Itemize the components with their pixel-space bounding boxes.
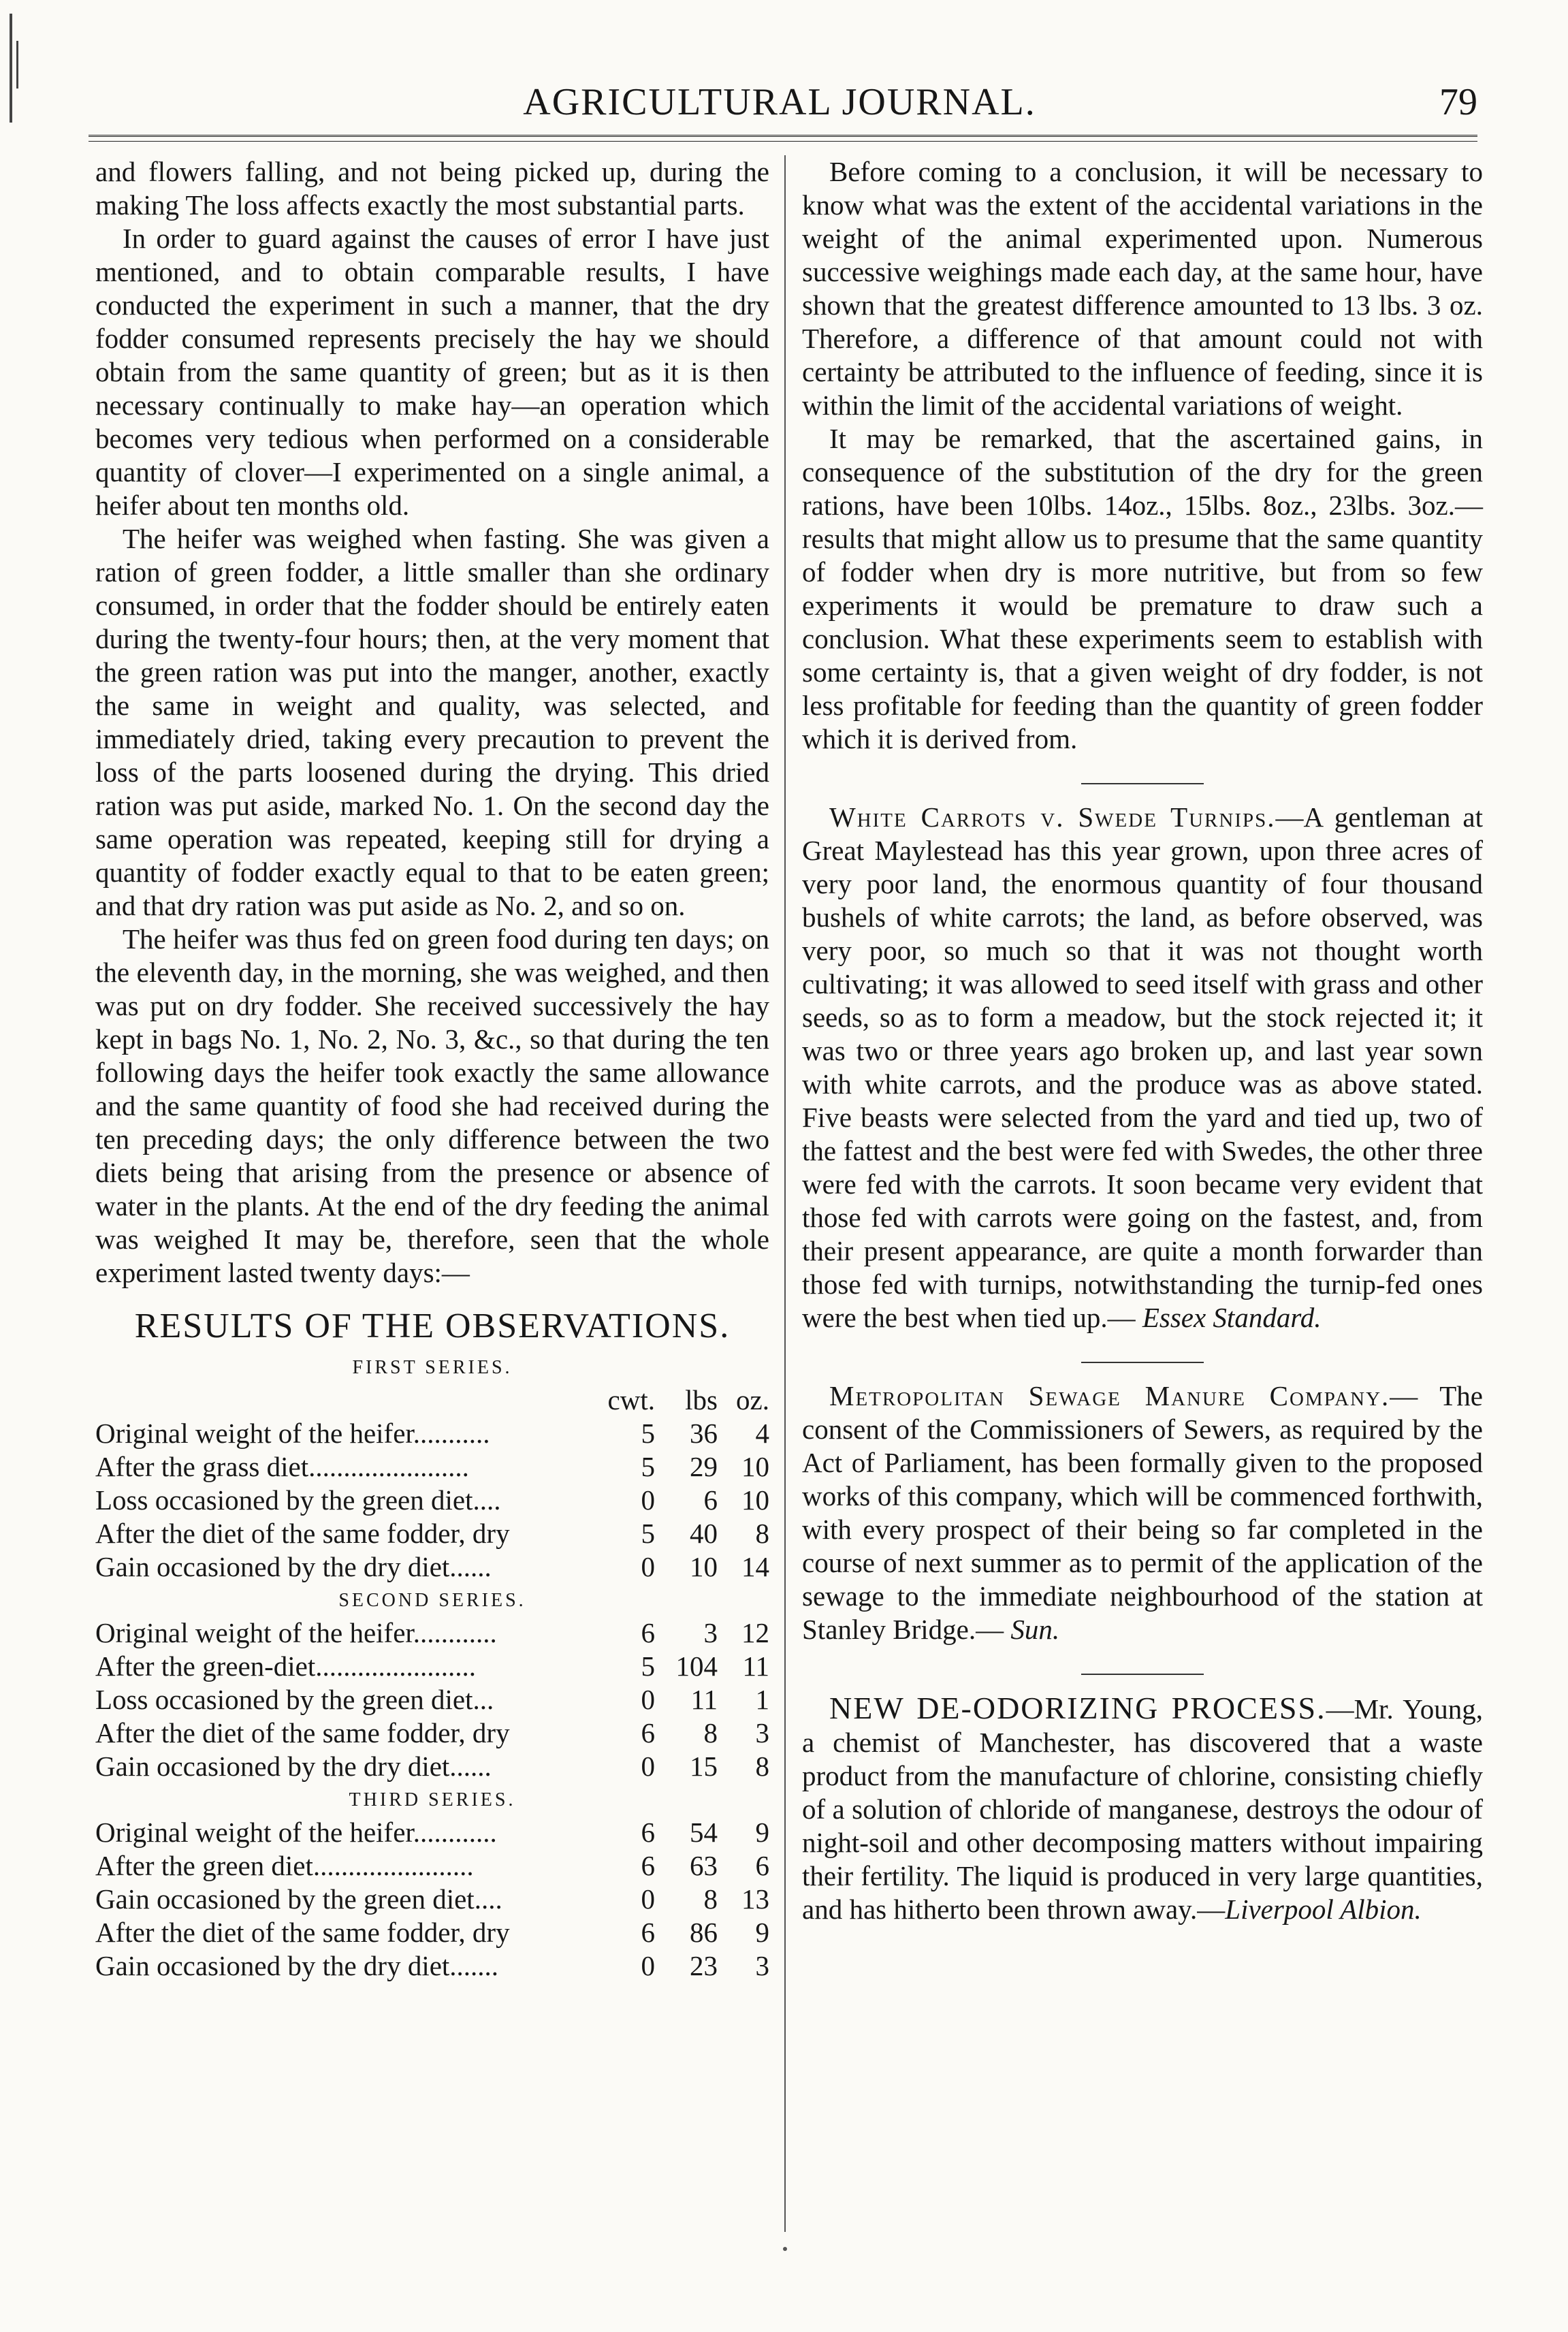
column-divider	[784, 155, 786, 2232]
page-edge-mark	[16, 41, 18, 89]
table-row: Gain occasioned by the dry diet....... 0 23 3	[95, 1950, 769, 1981]
table-row: After the diet of the same fodder, dry 5 40 8	[95, 1518, 769, 1549]
article-deodorizing	[802, 1691, 1483, 1926]
series-heading: SECOND SERIES.	[338, 1590, 526, 1611]
table-header-row	[95, 1384, 769, 1417]
article-body: — The consent of the Commissioners of Sewers, as required by the Act of Parliament, has been formally given to the proposed works of this company, which will be commenced forthwith, with every prospect of their being so far completed in the course of next summer as to permit of the application of the sewage to the immediate neighbourhood of the station at Stanley Bridge.—	[802, 1380, 1483, 1645]
column-header-lbs: lbs	[685, 1384, 718, 1416]
right-column	[802, 155, 1483, 1926]
article-body: —A gentleman at Great Maylestead has this year grown, upon three acres of very poor land, the enormous quantity of four thousand bushels of white carrots; the land, as before observed, was very poor, so much so that it was not thought worth cultivating; it was allowed to seed itself with grass and other seeds, so as to form a meadow, but the stock rejected it; it was two or three years ago broken up, and last year sown with white carrots, and the produce was as above stated. Five beasts were selected from the yard and tied up, two of the fattest and the best were fed with Swedes, the other three were fed with the carrots. It soon became very evident that those fed with carrots were going on the fastest, and, from their present appearance, are quite a month forwarder than those fed with turnips, notwithstanding the turnip-fed ones were the best when tied up.—	[802, 801, 1484, 1333]
table-row: After the diet of the same fodder, dry 6 86 9	[95, 1917, 769, 1948]
article-title: NEW DE-ODORIZING PROCESS.	[829, 1691, 1326, 1725]
article-source: Liverpool Albion.	[1225, 1894, 1422, 1925]
table-row: Gain occasioned by the green diet.... 0 8 13	[95, 1883, 769, 1915]
page-header	[82, 80, 1477, 135]
paragraph: The heifer was thus fed on green food during ten days; on the eleventh day, in the morning, she was weighed, and then was put on dry fodder. She received successively the hay kept in bags No. 1, No. 2, No. 3, &c., so that during the ten following days the heifer took exactly the same allowance and the same quantity of food she had received during the ten preceding days; the only difference between the two diets being that arising from the presence or absence of water in the plants. At the end of the dry feeding the animal was weighed It may be, therefore, seen that the whole experiment lasted twenty days:—	[95, 923, 769, 1288]
table-row: After the green diet....................... 6 63 6	[95, 1850, 769, 1881]
results-table-first	[95, 1384, 769, 1584]
article-source: Sun.	[1010, 1614, 1060, 1645]
column-header-cwt: cwt.	[607, 1384, 655, 1416]
header-rule	[89, 135, 1477, 142]
table-row: After the grass diet....................... 5 29 10	[95, 1451, 769, 1482]
article-body: —Mr. Young, a chemist of Manchester, has discovered that a waste product from the manufacture of chlorine, consisting chiefly of a solution of chloride of manganese, destroys the odour of night-soil and other decomposing matters without impairing their fertility. The liquid is produced in very large quantities, and has hitherto been thrown away.—	[802, 1693, 1483, 1925]
article-title: White Carrots v. Swede Turnips.	[829, 801, 1276, 833]
table-row: After the diet of the same fodder, dry 6 8 3	[95, 1717, 769, 1748]
table-row: Original weight of the heifer........... 5 36 4	[95, 1418, 769, 1449]
running-title: AGRICULTURAL JOURNAL.	[523, 81, 1036, 123]
section-divider	[1081, 1674, 1204, 1675]
paragraph: and flowers falling, and not being picked up, during the making The loss affects exactly the most substantial parts.	[95, 156, 769, 221]
table-row: Original weight of the heifer............ 6 3 12	[95, 1617, 769, 1648]
article-sewage	[802, 1379, 1483, 1646]
table-row: Gain occasioned by the dry diet...... 0 15 8	[95, 1751, 769, 1782]
article-carrots	[802, 801, 1483, 1335]
table-row: Loss occasioned by the green diet.... 0 6 10	[95, 1484, 769, 1516]
left-column	[95, 155, 769, 1983]
printer-mark	[783, 2247, 787, 2251]
section-divider	[1081, 783, 1204, 784]
series-heading: FIRST SERIES.	[352, 1357, 513, 1378]
page-number: 79	[1439, 81, 1477, 123]
paragraph: Before coming to a conclusion, it will be necessary to know what was the extent of the accidental variations in the weight of the animal experimented upon. Numerous successive weighings made each day, at the same hour, have shown that the greatest difference amounted to 13 lbs. 3 oz. Therefore, a difference of that amount could not with certainty be attributed to the influence of feeding, since it is within the limit of the accidental variations of weight.	[802, 156, 1483, 421]
results-table-second	[95, 1616, 769, 1783]
page-edge-mark	[10, 14, 12, 123]
table-row: Original weight of the heifer............ 6 54 9	[95, 1817, 769, 1848]
paragraph: The heifer was weighed when fasting. She was given a ration of green fodder, a little smaller than she ordinary consumed, in order that the fodder should be entirely eaten during the twenty-four hours; then, at the very moment that the green ration was put into the manger, another, exactly the same in weight and quality, was selected, and immediately dried, taking every precaution to prevent the loss of the parts loosened during the drying. This dried ration was put aside, marked No. 1. On the second day the same operation was repeated, keeping still for drying a quantity of fodder exactly equal to that to be eaten green; and that dry ration was put aside as No. 2, and so on.	[95, 523, 769, 921]
table-row: Loss occasioned by the green diet... 0 11 1	[95, 1684, 769, 1715]
results-heading: RESULTS OF THE OBSERVATIONS.	[134, 1307, 731, 1345]
article-title: Metropolitan Sewage Manure Company.	[829, 1380, 1390, 1411]
paragraph: It may be remarked, that the ascertained gains, in consequence of the substitution of the dry for the green rations, have been 10lbs. 14oz., 15lbs. 8oz., 23lbs. 3oz.—results that might allow us to presume that the same quantity of fodder when dry is more nutritive, but from so few experiments it would be premature to draw such a conclusion. What these experiments seem to establish with some certainty is, that a given weight of dry fodder, is not less profitable for feeding than the quantity of green fodder which it is derived from.	[802, 423, 1483, 754]
paragraph: In order to guard against the causes of error I have just mentioned, and to obtain comparable results, I have conducted the experiment in such a manner, that the dry fodder consumed represents precisely the hay we should obtain from the same quantity of green; but as it is then necessary continually to make hay—an operation which becomes very tedious when performed on a considerable quantity of clover—I experimented on a single animal, a heifer about ten months old.	[95, 223, 769, 521]
table-row: After the green-diet....................... 5 104 11	[95, 1650, 769, 1682]
series-heading: THIRD SERIES.	[349, 1789, 516, 1810]
results-table-third	[95, 1816, 769, 1983]
article-source: Essex Standard.	[1142, 1302, 1322, 1333]
table-row: Gain occasioned by the dry diet...... 0 10 14	[95, 1551, 769, 1582]
column-header-oz: oz.	[736, 1384, 769, 1416]
section-divider	[1081, 1362, 1204, 1363]
